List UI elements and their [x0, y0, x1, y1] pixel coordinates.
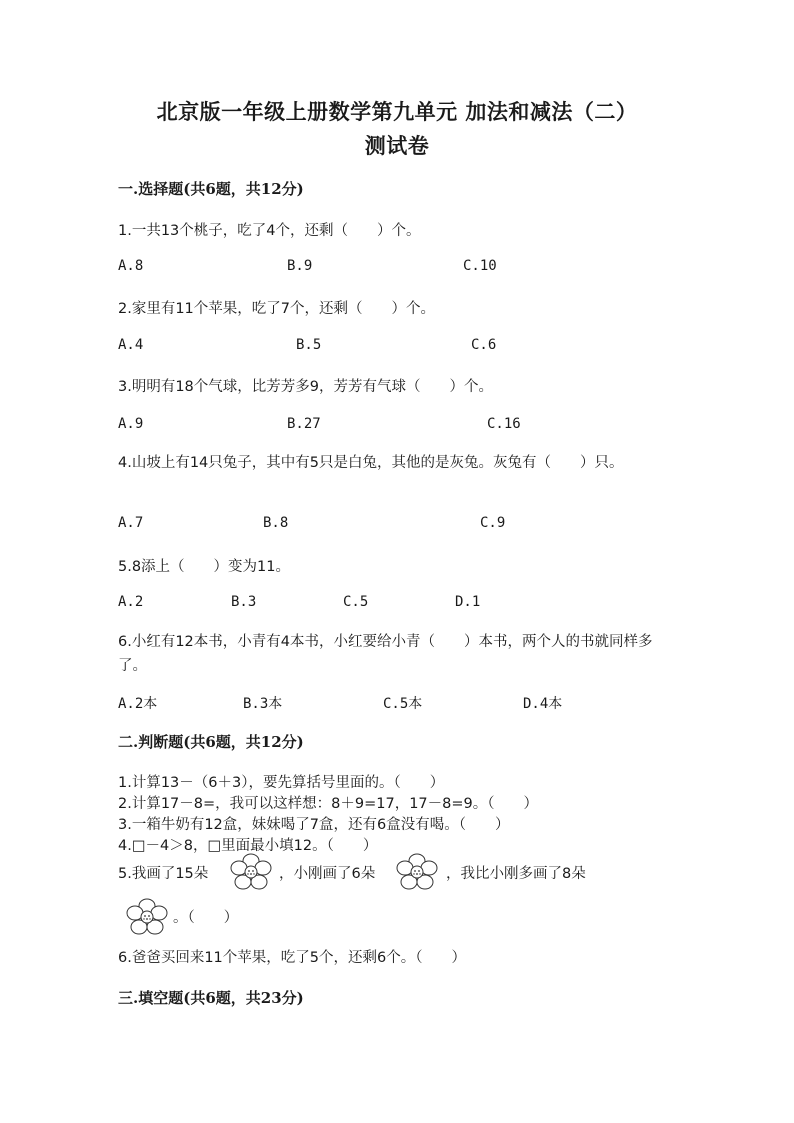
q6-option-a: A.2本: [118, 696, 158, 712]
judgement-5-part2: ，小刚画了6朵: [279, 866, 376, 882]
section-heading-judgement: 二.判断题(共6题，共12分): [118, 733, 304, 751]
page-title: 北京版一年级上册数学第九单元 加法和减法（二）: [156, 99, 638, 124]
flower-icon: [228, 852, 274, 892]
q1-option-b: B.9: [287, 258, 313, 274]
judgement-4: 4.□－4＞8，□里面最小填12。（ ）: [118, 838, 378, 854]
flower-icon: [394, 852, 440, 892]
q6-option-c: C.5本: [383, 696, 423, 712]
judgement-2: 2.计算17－8=，我可以这样想：8＋9=17，17－8=9。（ ）: [118, 796, 539, 812]
question-5: 5.8添上（ ）变为11。: [118, 559, 291, 575]
judgement-5-part1: 5.我画了15朵: [118, 866, 209, 882]
question-2: 2.家里有11个苹果，吃了7个，还剩（ ）个。: [118, 301, 436, 317]
q3-option-c: C.16: [487, 416, 521, 432]
q2-option-a: A.4: [118, 337, 144, 353]
judgement-5-part3: ，我比小刚多画了8朵: [446, 866, 586, 882]
judgement-6: 6.爸爸买回来11个苹果，吃了5个，还剩6个。（ ）: [118, 950, 466, 966]
judgement-3: 3.一箱牛奶有12盒，妹妹喝了7盒，还有6盒没有喝。（ ）: [118, 817, 510, 833]
q2-option-b: B.5: [296, 337, 322, 353]
q1-option-c: C.10: [463, 258, 497, 274]
page-subtitle: 测试卷: [364, 133, 430, 158]
q1-option-a: A.8: [118, 258, 144, 274]
q5-option-c: C.5: [343, 594, 369, 610]
question-4: 4.山坡上有14只兔子，其中有5只是白兔，其他的是灰兔。灰兔有（ ）只。: [118, 455, 624, 471]
judgement-1: 1.计算13－（6＋3），要先算括号里面的。（ ）: [118, 775, 445, 791]
q5-option-a: A.2: [118, 594, 144, 610]
question-1: 1.一共13个桃子，吃了4个，还剩（ ）个。: [118, 223, 421, 239]
q3-option-a: A.9: [118, 416, 144, 432]
question-3: 3.明明有18个气球，比芳芳多9，芳芳有气球（ ）个。: [118, 379, 494, 395]
q5-option-b: B.3: [231, 594, 257, 610]
question-6: 6.小红有12本书，小青有4本书，小红要给小青（ ）本书，两个人的书就同样多了。: [118, 634, 653, 674]
q3-option-b: B.27: [287, 416, 321, 432]
q4-option-a: A.7: [118, 515, 144, 531]
section-heading-choice: 一.选择题(共6题，共12分): [118, 180, 304, 198]
q2-option-c: C.6: [471, 337, 497, 353]
judgement-5-part4: 。（ ）: [173, 910, 239, 926]
flower-icon: [124, 897, 170, 937]
q6-option-b: B.3本: [243, 696, 283, 712]
q4-option-c: C.9: [480, 515, 506, 531]
q6-option-d: D.4本: [523, 696, 563, 712]
q4-option-b: B.8: [263, 515, 289, 531]
section-heading-fill-blank: 三.填空题(共6题，共23分): [118, 989, 304, 1007]
q5-option-d: D.1: [455, 594, 481, 610]
